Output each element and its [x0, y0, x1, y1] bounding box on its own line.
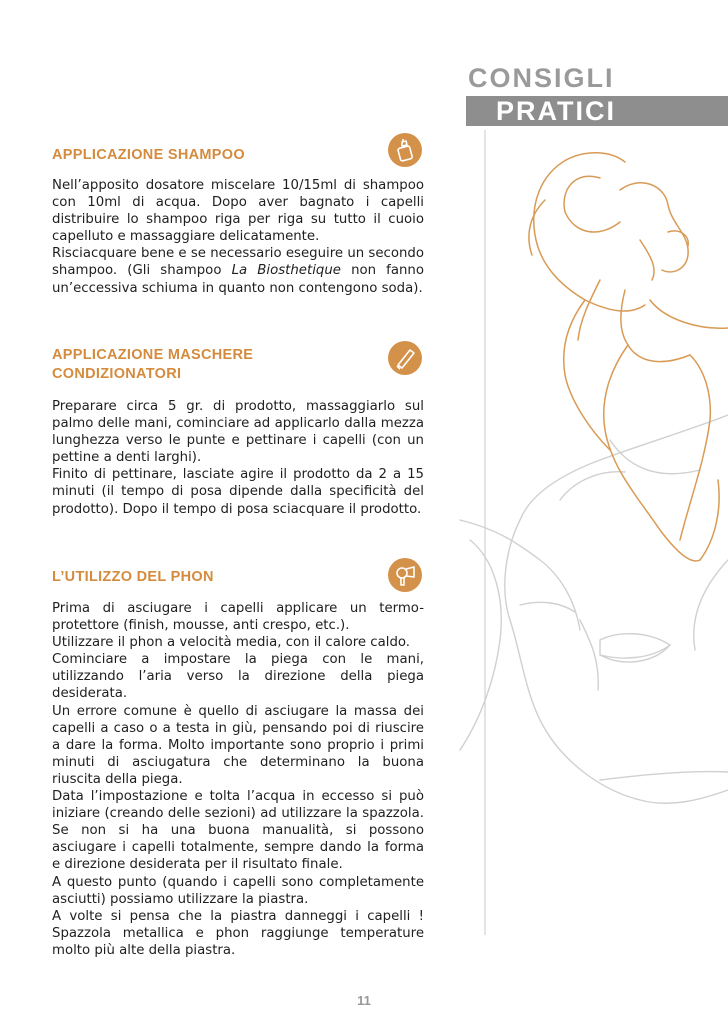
paragraph: Utilizzare il phon a velocità media, con il calore caldo.	[52, 635, 411, 651]
header-title-pratici: PRATICI	[496, 96, 616, 126]
header-title-bar	[466, 96, 728, 126]
section-phon	[52, 568, 424, 959]
brand-name: La Biosthetique	[231, 263, 341, 279]
paragraph: Data l’impostazione e tolta l’acqua in eccesso si può iniziare (creando delle sezioni) ad utilizzare la spazzola. Se non si ha una buona manualità, si possono asciugare i capelli totalmente, sempre dando la forma e direzione desiderata per il risultato finale.	[52, 789, 424, 873]
section-title-line1: APPLICAZIONE MASCHERE	[52, 347, 254, 363]
section-maschere	[52, 346, 424, 518]
section-title-line2: CONDIZIONATORI	[52, 366, 182, 382]
paragraph: Prima di asciugare i capelli applicare un termo-protettore (finish, mousse, anti crespo, etc.).	[52, 601, 424, 634]
page-number: 11	[357, 993, 371, 1008]
paragraph-text: Risciacquare bene e se necessario eseguire un secondo shampoo. (Gli shampoo	[52, 246, 424, 279]
paragraph-text: non fanno un’eccessiva schiuma in quanto non contengono soda).	[52, 263, 424, 296]
section-shampoo	[52, 146, 424, 297]
page-header	[466, 62, 728, 126]
paragraph: A questo punto (quando i capelli sono completamente asciutti) possiamo utilizzare la piastra.	[52, 874, 424, 907]
section-title	[52, 346, 424, 384]
paragraph: Nell’apposito dosatore miscelare 10/15ml di shampoo con 10ml di acqua. Dopo aver bagnato i capelli distribuire lo shampoo riga per riga su tutto il cuoio capelluto e massaggiare delicatamente.	[52, 178, 424, 245]
paragraph	[52, 245, 424, 296]
paragraph: Cominciare a impostare la piega con le mani, utilizzando l’aria verso la direzione della piega desiderata.	[52, 652, 424, 702]
section-title: APPLICAZIONE SHAMPOO	[52, 147, 245, 163]
paragraph: Preparare circa 5 gr. di prodotto, massaggiarlo sul palmo delle mani, cominciare ad applicarlo dalla mezza lunghezza verso le punte e pettinare i capelli (con un pettine a denti larghi).	[52, 399, 424, 466]
section-title: L’UTILIZZO DEL PHON	[52, 569, 214, 585]
paragraph: Un errore comune è quello di asciugare la massa dei capelli a caso o a testa in giù, pensando poi di riuscire a dare la forma. Molto importante sono proprio i primi minuti di asciugatura che determinano la buona riuscita della piega.	[52, 703, 424, 787]
paragraph: Finito di pettinare, lasciate agire il prodotto da 2 a 15 minuti (il tempo di posa dipende dalla specificità del prodotto). Dopo il tempo di posa sciacquare il prodotto.	[52, 467, 424, 517]
paragraph: A volte si pensa che la piastra danneggi i capelli ! Spazzola metallica e phon raggiunge temperature molto più alte della piastra.	[52, 908, 424, 958]
header-title-consigli: CONSIGLI	[468, 63, 615, 93]
